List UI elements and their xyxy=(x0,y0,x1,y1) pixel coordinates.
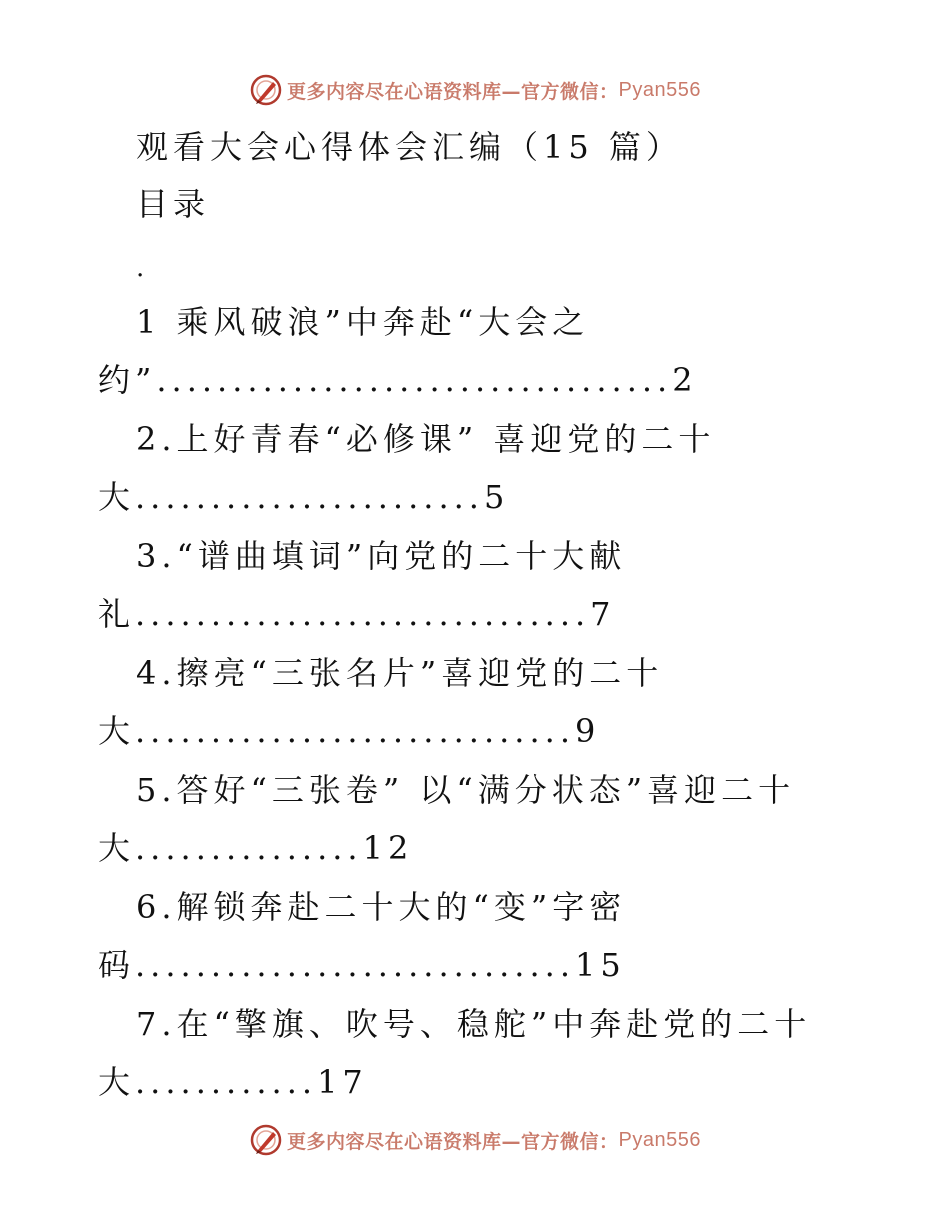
toc-item-7-leader: 大............17 xyxy=(98,1063,368,1101)
toc-item-2-title: 2.上好青春“必修课” 喜迎党的二十 xyxy=(136,420,716,458)
toc-item-6-title: 6.解锁奔赴二十大的“变”字密 xyxy=(136,888,627,926)
toc-item-2-leader: 大.......................5 xyxy=(98,478,510,516)
toc-heading: 目录 xyxy=(136,185,211,223)
toc-item-4-title: 4.擦亮“三张名片”喜迎党的二十 xyxy=(136,654,664,692)
pen-logo-icon xyxy=(249,73,283,107)
toc-item-1-leader: 约”..................................2 xyxy=(98,361,698,399)
watermark-text: 更多内容尽在心语资料库—官方微信： xyxy=(287,1130,619,1153)
toc-item-5-title: 5.答好“三张卷” 以“满分状态”喜迎二十 xyxy=(136,771,796,809)
watermark-text: 更多内容尽在心语资料库—官方微信： xyxy=(287,80,619,103)
header-watermark xyxy=(0,70,950,110)
separator-dot: . xyxy=(136,253,150,283)
document-title: 观看大会心得体会汇编（15 篇） xyxy=(136,128,683,166)
toc-item-5-leader: 大...............12 xyxy=(98,829,414,867)
toc-item-7-title: 7.在“擎旗、吹号、稳舵”中奔赴党的二十 xyxy=(136,1005,812,1043)
toc-item-1-title: 1 乘风破浪”中奔赴“大会之 xyxy=(136,303,590,341)
watermark-wechat-id: Pyan556 xyxy=(618,78,701,101)
toc-item-4-leader: 大.............................9 xyxy=(98,712,601,750)
toc-item-3-leader: 礼..............................7 xyxy=(98,595,616,633)
toc-item-6-leader: 码.............................15 xyxy=(98,946,626,984)
toc-item-3-title: 3.“谱曲填词”向党的二十大献 xyxy=(136,537,627,575)
footer-watermark xyxy=(0,1120,950,1160)
pen-logo-icon xyxy=(249,1123,283,1157)
watermark-wechat-id: Pyan556 xyxy=(618,1128,701,1151)
